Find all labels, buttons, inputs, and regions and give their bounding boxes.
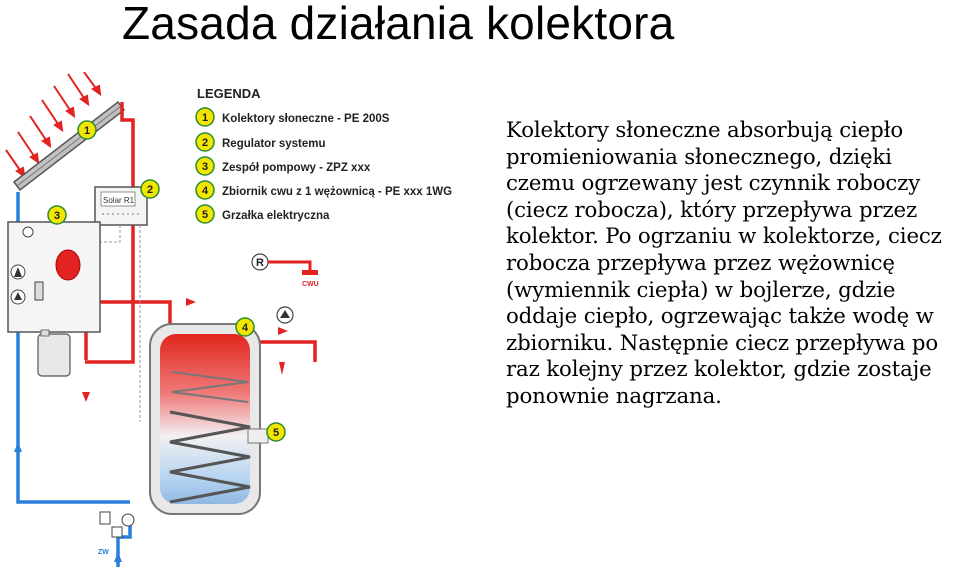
- solar-system-diagram: [0, 72, 505, 579]
- description-text: Kolektory słoneczne absorbują ciepło promieniowania słonecznego, dzięki czemu ogrzewany jest czynnik roboczy (ciecz robocza), który przepływa przez kolektor. Po ogrzaniu w kolektorze, ciecz robocza przepływa przez wężownicę (wymiennik ciepła) w bojlerze, gdzie oddaje ciepło, ogrzewając także wodę w zbiorniku. Następnie ciecz przepływa po raz kolejny przez kolektor, gdzie zostaje ponownie nagrzana.: [506, 118, 942, 409]
- recirculation-label: R: [256, 257, 264, 269]
- expansion-vessel-icon: [56, 250, 80, 280]
- hot-water-label: CWU: [302, 281, 319, 288]
- legend-num-1: 1: [201, 112, 209, 124]
- badge-3: 3: [53, 210, 61, 222]
- legend-num-5: 5: [201, 209, 209, 221]
- cold-water-label: ZW: [98, 549, 109, 556]
- legend-item-3: Zespół pompowy - ZPZ xxx: [222, 162, 371, 174]
- pump-station-icon: [8, 222, 100, 332]
- legend-item-5: Grzałka elektryczna: [222, 210, 330, 222]
- legend-item-4: Zbiornik cwu z 1 wężownicą - PE xxx 1WG: [222, 186, 453, 198]
- controller-label: Solar R1: [103, 196, 135, 205]
- badge-5: 5: [272, 427, 280, 439]
- canister-icon: [38, 334, 70, 376]
- legend-num-2: 2: [201, 137, 209, 149]
- hot-water-tank-icon: [150, 324, 268, 514]
- legend-item-1: Kolektory słoneczne - PE 200S: [222, 113, 390, 125]
- page-title: Zasada działania kolektora: [122, 0, 675, 49]
- badge-1: 1: [83, 125, 91, 137]
- badge-2: 2: [146, 184, 154, 196]
- circulation-pump-icon: [277, 307, 293, 323]
- badge-4: 4: [241, 322, 249, 334]
- solar-controller-icon: [95, 187, 147, 225]
- solar-collector-icon: [14, 102, 124, 190]
- legend-title: LEGENDA: [197, 86, 261, 101]
- hot-water-outlet-icon: [268, 262, 310, 270]
- recirculation-icon: [252, 254, 268, 270]
- legend-num-4: 4: [201, 185, 209, 197]
- legend-num-3: 3: [201, 161, 209, 173]
- legend-item-2: Regulator systemu: [222, 138, 326, 150]
